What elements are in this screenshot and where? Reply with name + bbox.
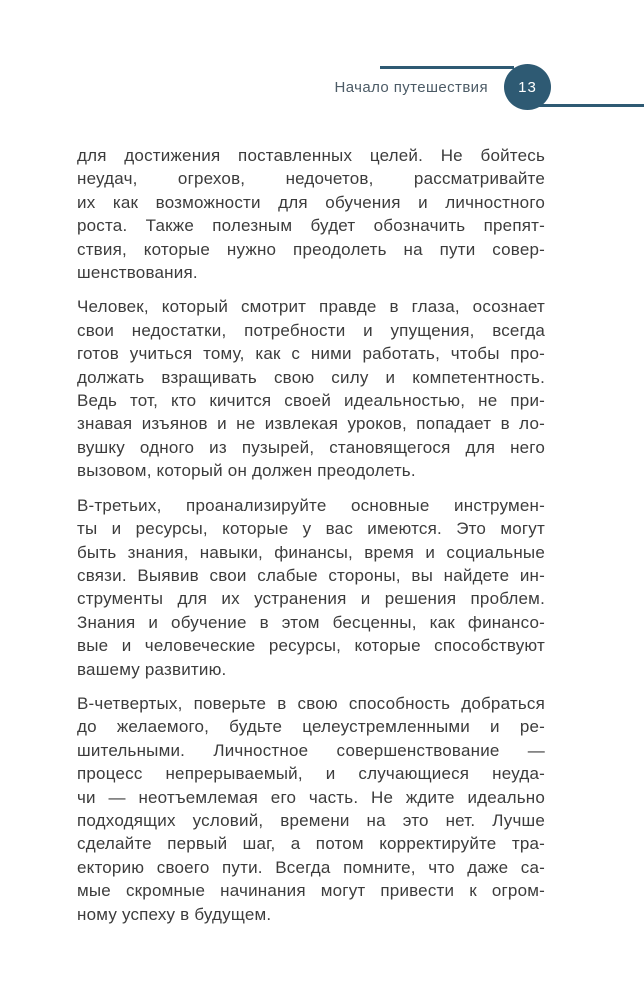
text-line: екторию своего пути. Всегда помните, что даже са- [77, 857, 545, 877]
paragraph [77, 692, 545, 926]
text-line: ному успеху в будущем. [77, 904, 272, 924]
text-line: вушку одного из пузырей, становящегося для него [77, 437, 545, 457]
text-line: быть знания, навыки, финансы, время и социальные [77, 542, 545, 562]
text-line: вызовом, который он должен преодолеть. [77, 461, 416, 481]
text-line: до желаемого, будьте целеустремленными и ре- [77, 717, 545, 737]
text-line: готов учиться тому, как с ними работать, чтобы про- [77, 344, 545, 364]
header-rule-left [380, 66, 514, 69]
text-line: подходящих условий, времени на это нет. Лучше [77, 810, 545, 830]
text-line: роста. Также полезным будет обозначить препят- [77, 216, 545, 236]
page-body [77, 144, 545, 937]
text-line: Человек, который смотрит правде в глаза, осознает [77, 297, 545, 317]
text-line: шительными. Личностное совершенствование — [77, 740, 545, 760]
text-line: Ведь тот, кто кичится своей идеальностью, не при- [77, 391, 545, 411]
text-line: вые и человеческие ресурсы, которые способствуют [77, 636, 545, 656]
text-line: неудач, огрехов, недочетов, рассматривайте [77, 169, 545, 189]
text-line: В-третьих, проанализируйте основные инструмен- [77, 495, 545, 515]
text-line: для достижения поставленных целей. Не бойтесь [77, 146, 545, 165]
text-line: ствия, которые нужно преодолеть на пути совер- [77, 239, 545, 259]
paragraph [77, 295, 545, 482]
text-line: вашему развитию. [77, 659, 227, 679]
text-line: связи. Выявив свои слабые стороны, вы найдете ин- [77, 565, 545, 585]
running-head: Начало путешествия [334, 79, 488, 96]
text-line: знавая изъянов и не извлекая уроков, попадает в ло- [77, 414, 545, 434]
text-line: мые скромные начинания могут привести к огром- [77, 881, 545, 901]
text-line: струменты для их устранения и решения проблем. [77, 589, 545, 609]
text-line: их как возможности для обучения и личностного [77, 192, 545, 212]
text-line: Знания и обучение в этом бесценны, как финансо- [77, 612, 545, 632]
text-line: ты и ресурсы, которые у вас имеются. Это могут [77, 519, 545, 539]
page-number: 13 [518, 78, 537, 96]
text-line: шенствования. [77, 263, 198, 283]
text-line: чи — неотъемлемая его часть. Не ждите идеально [77, 787, 545, 807]
text-line: свои недостатки, потребности и упущения, всегда [77, 320, 545, 340]
paragraph [77, 144, 545, 284]
text-line: сделайте первый шаг, а потом корректируйте тра- [77, 834, 545, 854]
header-rule-right [527, 104, 644, 107]
text-line: В-четвертых, поверьте в свою способность добраться [77, 693, 545, 713]
text-line: должать взращивать свою силу и компетентность. [77, 367, 545, 387]
text-line: процесс непрерываемый, и случающиеся неуда- [77, 764, 545, 784]
paragraph [77, 494, 545, 681]
